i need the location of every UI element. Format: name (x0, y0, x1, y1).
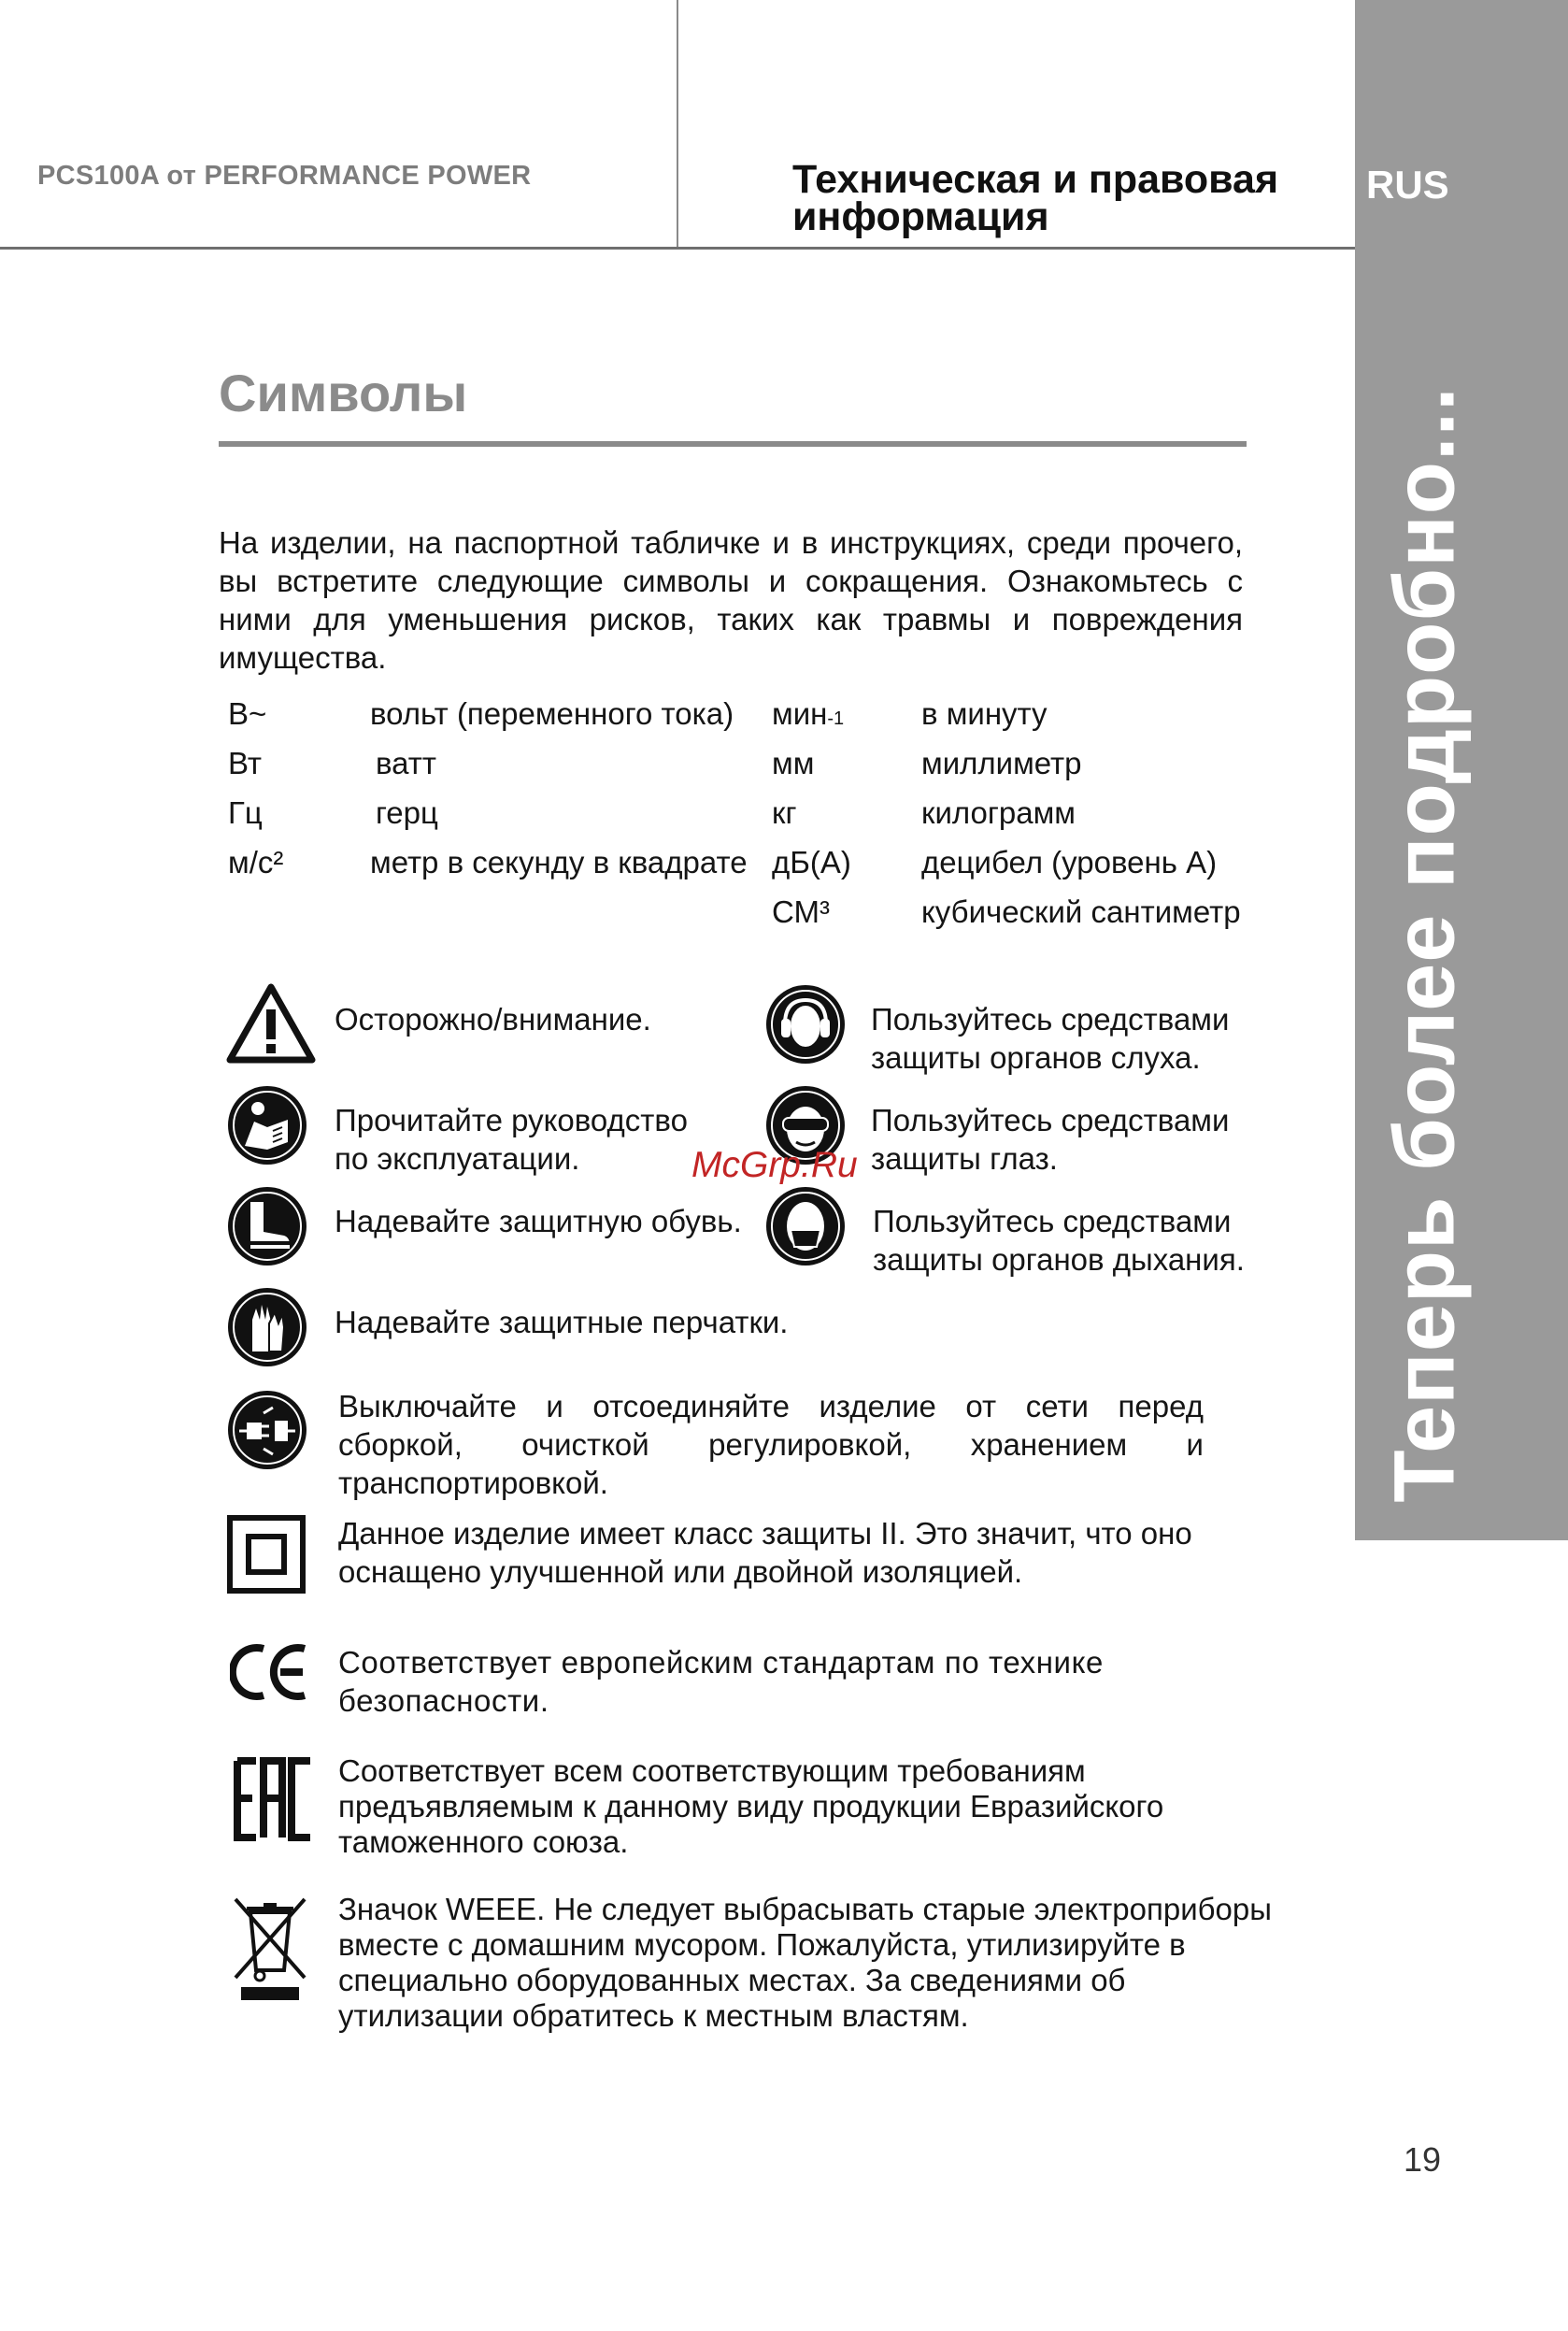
side-text-wrap (1355, 355, 1495, 1533)
symbol-text: Соответствует всем соответствующим требованиям предъявляемым к данному виду продукции Евразийского таможенного союза. (338, 1753, 1164, 1859)
unit-desc: метр в секунду в квадрате (370, 845, 748, 879)
weee-bin-icon (230, 1895, 310, 2006)
unit-desc: кубический сантиметр (921, 894, 1241, 929)
symbol-text: Прочитайте руководство по эксплуатации. (335, 1103, 688, 1176)
header-rule (0, 247, 1355, 250)
unit-row (219, 894, 1265, 944)
page-title: Техническая и правовая информация (792, 157, 1279, 239)
unit-abbr: СМ³ (772, 894, 830, 929)
watermark: McGrp.Ru (691, 1145, 858, 1185)
respiratory-protection-icon (764, 1185, 847, 1267)
side-vertical-text: Теперь более подробно... (1376, 385, 1473, 1503)
section-rule (219, 441, 1247, 447)
read-manual-icon (226, 1084, 308, 1166)
unit-desc: герц (376, 795, 438, 830)
unit-desc: вольт (переменного тока) (370, 696, 734, 731)
language-tab: RUS (1366, 163, 1449, 207)
page-number: 19 (1404, 2140, 1442, 2179)
unit-abbr: Вт (228, 746, 263, 780)
unit-row (219, 845, 1265, 894)
unit-abbr-text: мин (772, 696, 828, 731)
safety-gloves-icon (226, 1286, 308, 1368)
ce-mark-icon (230, 1641, 310, 1703)
eac-mark-icon (234, 1757, 316, 1841)
symbol-text: Пользуйтесь средствами защиты органов дыхания. (873, 1204, 1245, 1277)
unit-desc: миллиметр (921, 746, 1082, 780)
symbol-text: Соответствует европейским стандартам по технике безопасности. (338, 1645, 1104, 1718)
unit-abbr-sup: -1 (827, 708, 845, 729)
unit-row (219, 746, 1265, 795)
header-divider (677, 0, 678, 249)
units-table (219, 696, 1265, 944)
unit-desc: децибел (уровень А) (921, 845, 1218, 879)
symbol-text: Надевайте защитную обувь. (335, 1204, 742, 1238)
section-title: Символы (219, 364, 468, 422)
symbol-text: Выключайте и отсоединяйте изделие от сети перед сборкой, очисткой регулировкой, хранением и транспортировкой. (338, 1389, 1204, 1500)
unplug-icon (226, 1389, 308, 1471)
symbol-text: Данное изделие имеет класс защиты II. Это значит, что оно оснащено улучшенной или двойной изоляцией. (338, 1516, 1192, 1589)
unit-abbr: м/с² (228, 845, 284, 879)
symbol-text: Пользуйтесь средствами защиты глаз. (871, 1103, 1230, 1176)
unit-row (219, 795, 1265, 845)
unit-abbr: В~ (228, 696, 267, 731)
unit-desc: в минуту (921, 696, 1048, 731)
unit-desc: килограмм (921, 795, 1076, 830)
unit-abbr: мм (772, 746, 815, 780)
unit-abbr: Гц (228, 795, 263, 830)
unit-abbr (772, 696, 844, 732)
warning-triangle-icon (226, 983, 316, 1064)
symbol-text: Пользуйтесь средствами защиты органов слуха. (871, 1002, 1230, 1075)
class-ii-icon (226, 1514, 306, 1595)
unit-desc: ватт (376, 746, 437, 780)
safety-boots-icon (226, 1185, 308, 1267)
intro-paragraph: На изделии, на паспортной табличке и в инструкциях, среди прочего, вы встретите следующие символы и сокращения. Ознакомьтесь с ними для уменьшения рисков, таких как травмы и повреждения имущества. (219, 525, 1243, 675)
unit-abbr: дБ(А) (772, 845, 851, 879)
ear-protection-icon (764, 983, 847, 1065)
symbol-text: Значок WEEE. Не следует выбрасывать старые электроприборы вместе с домашним мусором. Пожалуйста, утилизируйте в специально оборудованных местах. За сведениями об утилизации обратитесь к местным властям. (338, 1892, 1272, 2033)
model-label: PCS100A от PERFORMANCE POWER (37, 161, 532, 191)
symbol-text: Осторожно/внимание. (335, 1002, 651, 1037)
symbol-text: Надевайте защитные перчатки. (335, 1305, 789, 1339)
unit-row (219, 696, 1265, 746)
unit-abbr: кг (772, 795, 797, 830)
